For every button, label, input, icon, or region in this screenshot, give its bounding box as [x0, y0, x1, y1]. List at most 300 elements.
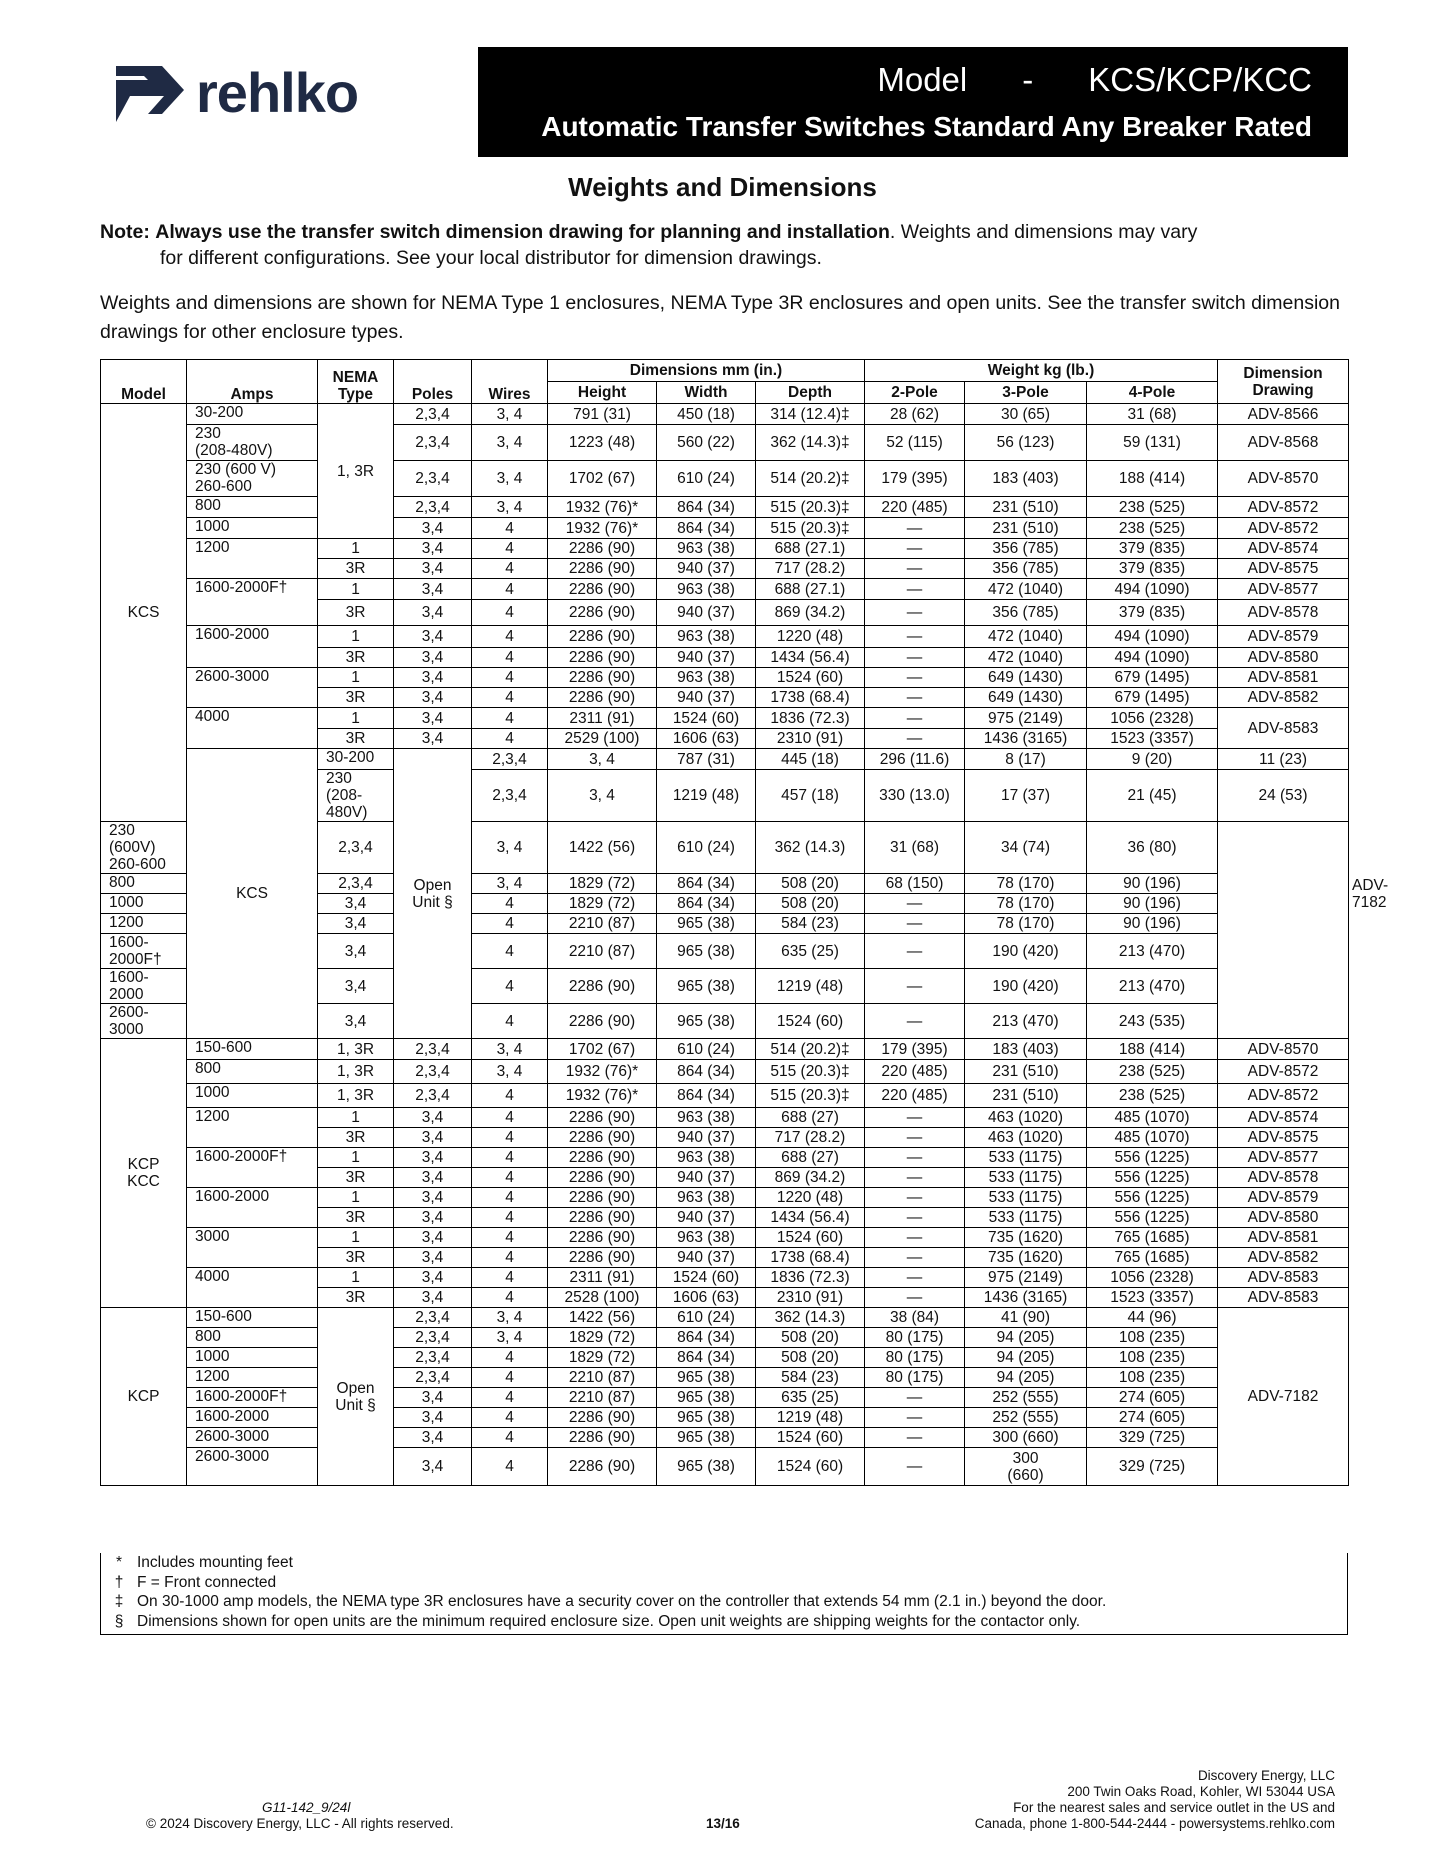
table-cell: 717 (28.2) — [756, 1128, 865, 1148]
table-cell: 9 (20) — [1087, 749, 1218, 770]
table-cell: ADV-8583 — [1218, 1268, 1349, 1288]
table-cell: 2286 (90) — [548, 1428, 657, 1448]
table-cell: 494 (1090) — [1087, 579, 1218, 600]
table-cell: 965 (38) — [657, 1368, 756, 1388]
table-cell: 356 (785) — [965, 600, 1087, 626]
table-cell: 330 (13.0) — [865, 770, 965, 822]
table-cell: 3,4 — [394, 1168, 472, 1188]
table-cell: 869 (34.2) — [756, 1168, 865, 1188]
table-row — [101, 1328, 1349, 1348]
table-cell: 3R — [318, 729, 394, 749]
table-cell: 584 (23) — [756, 1368, 865, 1388]
table-cell: 1702 (67) — [548, 461, 657, 497]
table-cell: ADV-7182 — [1218, 1308, 1349, 1486]
table-cell: 3R — [318, 1208, 394, 1228]
table-cell: 379 (835) — [1087, 559, 1218, 579]
weights-dimensions-table — [100, 359, 1389, 1486]
table-cell: 4 — [472, 934, 548, 969]
table-cell: 4 — [472, 729, 548, 749]
table-cell: — — [865, 1288, 965, 1308]
table-cell: 3, 4 — [472, 1060, 548, 1084]
col-width: Width — [657, 382, 756, 404]
table-cell: 472 (1040) — [965, 626, 1087, 648]
table-cell: 1524 (60) — [657, 1268, 756, 1288]
table-cell: 231 (510) — [965, 1084, 1087, 1108]
table-cell: 2600-3000 — [187, 1428, 318, 1448]
table-cell: 11 (23) — [1218, 749, 1349, 770]
table-cell: 188 (414) — [1087, 461, 1218, 497]
table-cell: 965 (38) — [657, 1448, 756, 1486]
table-cell: 56 (123) — [965, 425, 1087, 461]
table-cell: 2286 (90) — [548, 559, 657, 579]
table-cell: 1219 (48) — [756, 969, 865, 1004]
table-cell: 940 (37) — [657, 559, 756, 579]
table-cell: 4 — [472, 969, 548, 1004]
table-cell: 1 — [318, 668, 394, 688]
table-cell: 300 (660) — [965, 1448, 1087, 1486]
table-cell: — — [865, 559, 965, 579]
table-cell: ADV-8579 — [1218, 626, 1349, 648]
table-cell: 514 (20.2)‡ — [756, 461, 865, 497]
table-cell: 3R — [318, 1128, 394, 1148]
table-cell: 450 (18) — [657, 404, 756, 425]
col-drawing-2: Drawing — [1252, 381, 1314, 399]
table-cell: 4 — [472, 648, 548, 668]
table-cell: 2,3,4 — [318, 874, 394, 894]
model-dash: - — [1022, 61, 1034, 98]
table-cell: 4 — [472, 1448, 548, 1486]
table-cell: 4 — [472, 1268, 548, 1288]
table-row — [101, 1368, 1349, 1388]
footnote: * Includes mounting feet — [115, 1554, 293, 1571]
table-cell: — — [865, 1388, 965, 1408]
table-cell: 1223 (48) — [548, 425, 657, 461]
table-row — [101, 1408, 1349, 1428]
table-cell: 485 (1070) — [1087, 1108, 1218, 1128]
table-cell: 963 (38) — [657, 1148, 756, 1168]
table-cell: 963 (38) — [657, 539, 756, 559]
table-cell: 2311 (91) — [548, 708, 657, 729]
table-cell: 34 (74) — [965, 822, 1087, 874]
col-nema-1: NEMA — [332, 369, 379, 386]
table-cell: 533 (1175) — [965, 1188, 1087, 1208]
table-cell: 90 (196) — [1087, 894, 1218, 914]
table-cell: — — [865, 729, 965, 749]
table-cell: 41 (90) — [965, 1308, 1087, 1328]
table-cell: 80 (175) — [865, 1348, 965, 1368]
company-name: Discovery Energy, LLC — [1197, 1768, 1335, 1783]
table-cell: 1200 — [101, 914, 187, 934]
table-cell: 2286 (90) — [548, 969, 657, 1004]
table-row — [101, 518, 1349, 539]
table-cell: 44 (96) — [1087, 1308, 1218, 1328]
col-nema — [318, 360, 394, 404]
table-cell: 4 — [472, 579, 548, 600]
table-cell: ADV-8578 — [1218, 1168, 1349, 1188]
table-cell: 4 — [472, 539, 548, 559]
table-cell: 963 (38) — [657, 579, 756, 600]
table-cell: 213 (470) — [1087, 969, 1218, 1004]
table-cell: 4 — [472, 1108, 548, 1128]
table-cell: 864 (34) — [657, 518, 756, 539]
table-cell: 3,4 — [394, 1448, 472, 1486]
table-cell: 472 (1040) — [965, 579, 1087, 600]
table-cell: 508 (20) — [756, 1348, 865, 1368]
table-cell: 3,4 — [394, 1148, 472, 1168]
table-cell: 379 (835) — [1087, 539, 1218, 559]
table-cell: ADV-8577 — [1218, 1148, 1349, 1168]
table-cell: 735 (1620) — [965, 1228, 1087, 1248]
table-cell: 1600-2000 — [187, 626, 318, 668]
table-cell: 3,4 — [394, 688, 472, 708]
sales-line-2: Canada, phone 1-800-544-2444 - powersystems.rehlko.com — [974, 1816, 1335, 1831]
table-cell: ADV-8572 — [1218, 518, 1349, 539]
table-cell: 584 (23) — [756, 914, 865, 934]
table-cell: 2310 (91) — [756, 1288, 865, 1308]
table-cell: 3,4 — [394, 1188, 472, 1208]
table-row — [101, 668, 1349, 688]
table-cell: 4 — [472, 1228, 548, 1248]
table-cell: 1524 (60) — [756, 1448, 865, 1486]
table-cell: 940 (37) — [657, 1248, 756, 1268]
table-row — [101, 708, 1349, 729]
table-cell: ADV-8575 — [1218, 559, 1349, 579]
table-cell: ADV-8570 — [1218, 461, 1349, 497]
table-cell: 3R — [318, 600, 394, 626]
page-number: 13/16 — [706, 1816, 740, 1831]
table-cell: 864 (34) — [657, 1084, 756, 1108]
table-cell: 1524 (60) — [657, 708, 756, 729]
table-cell: 717 (28.2) — [756, 559, 865, 579]
table-cell: ADV-8581 — [1218, 1228, 1349, 1248]
table-cell: 1600-2000F† — [187, 1148, 318, 1188]
table-cell: 252 (555) — [965, 1408, 1087, 1428]
table-cell: 1200 — [187, 1368, 318, 1388]
table-cell: 3,4 — [318, 1004, 394, 1039]
table-cell: 515 (20.3)‡ — [756, 1084, 865, 1108]
table-cell: — — [865, 518, 965, 539]
table-cell: 1422 (56) — [548, 822, 657, 874]
table-body — [101, 404, 1389, 1486]
table-cell: 765 (1685) — [1087, 1228, 1218, 1248]
table-cell: 2286 (90) — [548, 1408, 657, 1428]
table-cell: 869 (34.2) — [756, 600, 865, 626]
table-cell: ADV-8572 — [1218, 1084, 1349, 1108]
table-cell: 735 (1620) — [965, 1248, 1087, 1268]
table-cell: 4 — [472, 1388, 548, 1408]
table-cell: 2529 (100) — [548, 729, 657, 749]
table-row — [101, 539, 1349, 559]
banner-subtitle: Automatic Transfer Switches Standard Any Breaker Rated — [541, 111, 1312, 142]
table-cell: — — [865, 1248, 965, 1268]
table-cell: ADV-8582 — [1218, 1248, 1349, 1268]
table-cell: 21 (45) — [1087, 770, 1218, 822]
table-cell: ADV-8577 — [1218, 579, 1349, 600]
table-row — [101, 497, 1349, 518]
table-cell: 556 (1225) — [1087, 1168, 1218, 1188]
table-cell: 1606 (63) — [657, 1288, 756, 1308]
table-cell: 3,4 — [394, 1208, 472, 1228]
table-cell: 864 (34) — [657, 1348, 756, 1368]
table-row — [101, 1448, 1349, 1486]
table-cell: 230 (208-480V) — [187, 425, 318, 461]
table-cell: — — [865, 934, 965, 969]
table-cell: 4 — [472, 1084, 548, 1108]
table-cell: 965 (38) — [657, 1004, 756, 1039]
table-cell: 2,3,4 — [394, 497, 472, 518]
table-cell: 3000 — [187, 1228, 318, 1268]
table-cell: — — [865, 539, 965, 559]
table-cell: 508 (20) — [756, 874, 865, 894]
table-cell: 30 (65) — [965, 404, 1087, 425]
table-cell: 688 (27.1) — [756, 579, 865, 600]
arrow-logo-icon — [112, 62, 188, 124]
table-cell: 59 (131) — [1087, 425, 1218, 461]
table-cell: — — [865, 1408, 965, 1428]
sales-line-1: For the nearest sales and service outlet in the US and — [1013, 1800, 1335, 1815]
col-poles: Poles — [394, 360, 472, 404]
col-4pole: 4-Pole — [1087, 382, 1218, 404]
table-cell: 2600-3000 — [187, 668, 318, 708]
table-cell: 1, 3R — [318, 1060, 394, 1084]
table-cell: 2210 (87) — [548, 1388, 657, 1408]
header-banner — [478, 47, 1348, 157]
footnote: § Dimensions shown for open units are the minimum required enclosure size. Open unit weights are shipping weights for the contactor only. — [114, 1612, 1081, 1630]
table-cell: 2286 (90) — [548, 1208, 657, 1228]
table-cell: 1, 3R — [318, 1084, 394, 1108]
table-cell: 108 (235) — [1087, 1328, 1218, 1348]
table-cell: 864 (34) — [657, 1060, 756, 1084]
table-cell: ADV-8583 — [1218, 708, 1349, 749]
note-label: Note: — [100, 221, 150, 243]
table-cell: 610 (24) — [657, 1039, 756, 1060]
table-cell: 296 (11.6) — [865, 749, 965, 770]
table-cell: 940 (37) — [657, 1208, 756, 1228]
table-cell: 508 (20) — [756, 1328, 865, 1348]
table-cell: 2,3,4 — [472, 770, 548, 822]
table-cell: 190 (420) — [965, 934, 1087, 969]
table-cell: 3,4 — [394, 1288, 472, 1308]
table-cell: 3,4 — [394, 648, 472, 668]
table-cell: 2600-3000 — [101, 1004, 187, 1039]
table-row — [101, 1108, 1349, 1128]
table-cell: 800 — [101, 874, 187, 894]
table-cell: 445 (18) — [756, 749, 865, 770]
table-cell: — — [865, 1228, 965, 1248]
table-cell: ADV-8574 — [1218, 1108, 1349, 1128]
table-cell: 2286 (90) — [548, 1148, 657, 1168]
table-cell: 3, 4 — [472, 461, 548, 497]
table-cell: ADV-8570 — [1218, 1039, 1349, 1060]
col-drawing — [1218, 360, 1349, 404]
table-cell: 975 (2149) — [965, 708, 1087, 729]
table-cell: 220 (485) — [865, 497, 965, 518]
model-code: KCS/KCP/KCC — [1088, 61, 1312, 98]
col-dimensions: Dimensions mm (in.) — [548, 360, 865, 382]
table-cell: 1 — [318, 1188, 394, 1208]
table-cell: 2286 (90) — [548, 688, 657, 708]
table-cell: 150-600 — [187, 1308, 318, 1328]
note-rest: . Weights and dimensions may vary — [889, 221, 1198, 243]
table-cell: 1056 (2328) — [1087, 1268, 1218, 1288]
table-cell: 1524 (60) — [756, 1428, 865, 1448]
table-cell: 2286 (90) — [548, 626, 657, 648]
table-cell: 1 — [318, 579, 394, 600]
table-cell: 274 (605) — [1087, 1388, 1218, 1408]
table-cell: 3,4 — [394, 668, 472, 688]
table-cell: 765 (1685) — [1087, 1248, 1218, 1268]
table-cell: ADV-8580 — [1218, 1208, 1349, 1228]
table-cell: — — [865, 648, 965, 668]
table-cell: — — [865, 1268, 965, 1288]
col-model: Model — [101, 360, 187, 404]
col-amps: Amps — [187, 360, 318, 404]
table-cell: 213 (470) — [965, 1004, 1087, 1039]
footnotes — [100, 1553, 1348, 1635]
table-cell: 1932 (76)* — [548, 518, 657, 539]
table-cell: 4 — [472, 518, 548, 539]
table-cell: — — [865, 1004, 965, 1039]
table-cell: 1836 (72.3) — [756, 708, 865, 729]
table-cell: 508 (20) — [756, 894, 865, 914]
table-cell: — — [865, 914, 965, 934]
rehlko-logo — [112, 62, 358, 124]
table-cell: 329 (725) — [1087, 1448, 1218, 1486]
table-cell: 3,4 — [394, 600, 472, 626]
table-cell: 1829 (72) — [548, 874, 657, 894]
table-cell: 1 — [318, 1108, 394, 1128]
table-cell: 1436 (3165) — [965, 729, 1087, 749]
table-cell: 3, 4 — [472, 425, 548, 461]
table-cell: 1434 (56.4) — [756, 648, 865, 668]
table-row — [101, 1060, 1349, 1084]
table-cell: — — [865, 969, 965, 1004]
table-cell: 80 (175) — [865, 1368, 965, 1388]
table-cell: 1829 (72) — [548, 894, 657, 914]
table-cell: — — [865, 1208, 965, 1228]
table-cell: 231 (510) — [965, 518, 1087, 539]
col-drawing-1: Dimension — [1243, 364, 1323, 382]
table-cell: 4 — [472, 914, 548, 934]
table-cell: 1829 (72) — [548, 1328, 657, 1348]
table-cell: — — [865, 1188, 965, 1208]
table-cell: 485 (1070) — [1087, 1128, 1218, 1148]
table-cell: 3,4 — [318, 934, 394, 969]
table-cell: 3,4 — [394, 539, 472, 559]
table-cell: 533 (1175) — [965, 1208, 1087, 1228]
col-2pole: 2-Pole — [865, 382, 965, 404]
table-cell: 238 (525) — [1087, 1084, 1218, 1108]
company-info — [975, 1768, 1335, 1832]
table-cell: 190 (420) — [965, 969, 1087, 1004]
table-cell: 179 (395) — [865, 1039, 965, 1060]
table-cell: 2528 (100) — [548, 1288, 657, 1308]
table-cell: 4 — [472, 894, 548, 914]
brand-wordmark: rehlko — [196, 61, 359, 124]
table-cell: 1524 (60) — [756, 668, 865, 688]
table-cell: 2286 (90) — [548, 1108, 657, 1128]
table-cell: ADV-8574 — [1218, 539, 1349, 559]
table-cell: 4 — [472, 688, 548, 708]
table-cell: 610 (24) — [657, 461, 756, 497]
table-cell: 2,3,4 — [318, 822, 394, 874]
table-cell: — — [865, 668, 965, 688]
table-cell: 3R — [318, 688, 394, 708]
table-cell: 230 (600 V) 260-600 — [187, 461, 318, 497]
table-cell: 963 (38) — [657, 668, 756, 688]
table-cell: 78 (170) — [965, 894, 1087, 914]
table-cell: 94 (205) — [965, 1368, 1087, 1388]
table-cell: 3, 4 — [472, 1308, 548, 1328]
table-row — [101, 1148, 1349, 1168]
table-row — [101, 1228, 1349, 1248]
table-cell: 1219 (48) — [756, 1408, 865, 1428]
table-cell: 1220 (48) — [756, 626, 865, 648]
table-cell: 80 (175) — [865, 1328, 965, 1348]
table-cell: 3,4 — [394, 708, 472, 729]
table-cell: 183 (403) — [965, 461, 1087, 497]
col-depth: Depth — [756, 382, 865, 404]
table-cell: 556 (1225) — [1087, 1148, 1218, 1168]
table-cell: 688 (27) — [756, 1148, 865, 1168]
table-cell: 24 (53) — [1218, 770, 1349, 822]
table-row — [101, 1039, 1349, 1060]
table-cell: 1000 — [187, 1348, 318, 1368]
table-cell: ADV-8578 — [1218, 600, 1349, 626]
table-cell: 3,4 — [394, 1128, 472, 1148]
table-cell: 2286 (90) — [548, 1168, 657, 1188]
table-cell: 515 (20.3)‡ — [756, 1060, 865, 1084]
table-row — [101, 425, 1349, 461]
table-cell: 649 (1430) — [965, 668, 1087, 688]
table-cell: 252 (555) — [965, 1388, 1087, 1408]
table-cell: 463 (1020) — [965, 1128, 1087, 1148]
table-cell: 1524 (60) — [756, 1004, 865, 1039]
table-cell: 1000 — [101, 894, 187, 914]
intro-text: Weights and dimensions are shown for NEMA Type 1 enclosures, NEMA Type 3R enclosures and open units. See the transfer switch dimension drawings for other enclosure types. — [100, 292, 1340, 343]
doc-code: G11-142_9/24l — [262, 1800, 351, 1815]
table-cell: 1219 (48) — [657, 770, 756, 822]
table-cell: 78 (170) — [965, 874, 1087, 894]
note-bold: Always use the transfer switch dimension drawing for planning and installation — [155, 221, 890, 243]
table-cell: 94 (205) — [965, 1328, 1087, 1348]
table-cell: KCS — [101, 404, 187, 822]
table-cell: 1 — [318, 626, 394, 648]
table-cell: 238 (525) — [1087, 1060, 1218, 1084]
table-cell: 3,4 — [394, 729, 472, 749]
table-cell: 2286 (90) — [548, 600, 657, 626]
table-cell: 610 (24) — [657, 822, 756, 874]
table-cell: 4 — [472, 1168, 548, 1188]
table-cell: 4000 — [187, 708, 318, 749]
table-cell: 1738 (68.4) — [756, 1248, 865, 1268]
table-cell: 1600-2000 — [187, 1408, 318, 1428]
table-cell: 230 (600V) 260-600 — [101, 822, 187, 874]
table-cell: 1702 (67) — [548, 1039, 657, 1060]
table-cell: 533 (1175) — [965, 1148, 1087, 1168]
table-cell: ADV-8582 — [1218, 688, 1349, 708]
table-cell: 800 — [187, 1328, 318, 1348]
table-cell: 3R — [318, 1288, 394, 1308]
table-cell: 4 — [472, 1148, 548, 1168]
table-cell: 963 (38) — [657, 1228, 756, 1248]
table-cell: 3, 4 — [472, 404, 548, 425]
table-cell: 4 — [472, 1004, 548, 1039]
table-cell: 1, 3R — [318, 1039, 394, 1060]
table-cell: 220 (485) — [865, 1084, 965, 1108]
table-cell: 2,3,4 — [394, 404, 472, 425]
table-cell: — — [865, 600, 965, 626]
